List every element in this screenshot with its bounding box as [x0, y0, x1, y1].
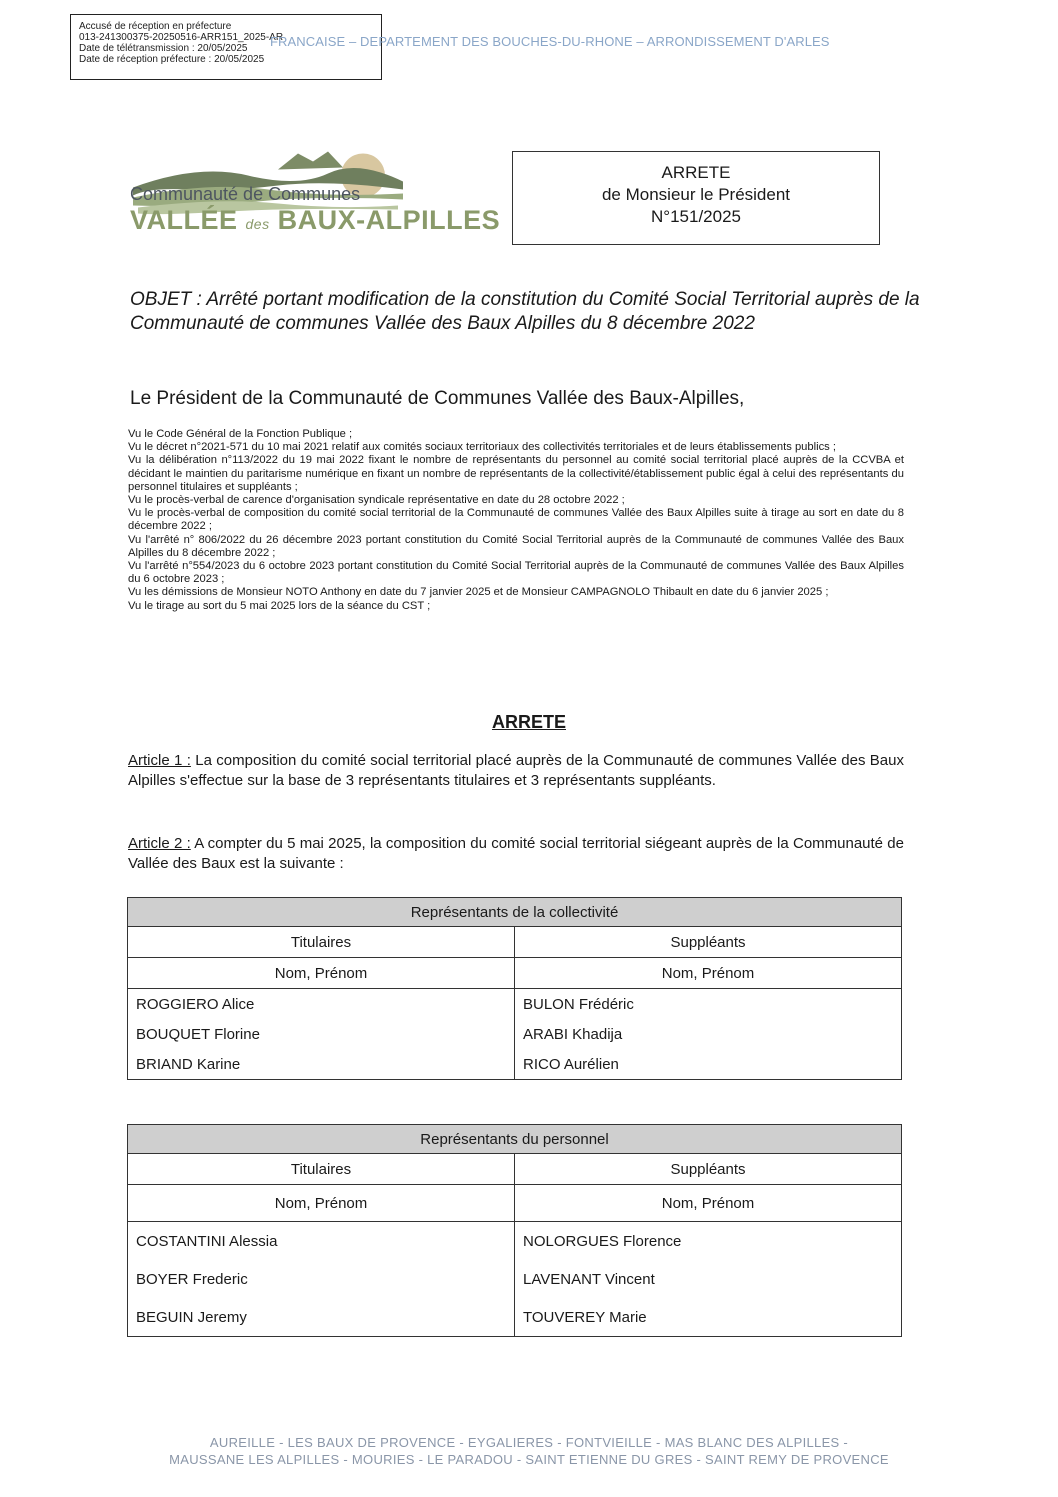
arrete-number-box	[512, 151, 880, 245]
article-2	[128, 834, 904, 874]
table-cell: RICO Aurélien	[515, 1049, 902, 1080]
logo-word-des: des	[245, 216, 270, 232]
arrete-box-title: ARRETE	[661, 163, 731, 182]
objet-heading: OBJET : Arrêté portant modification de la constitution du Comité Social Territorial auprès de la Communauté de communes Vallée des Baux Alpilles du 8 décembre 2022	[130, 289, 920, 334]
logo-word-baux: BAUX-ALPILLES	[269, 205, 501, 235]
table-cell: ROGGIERO Alice	[128, 989, 515, 1020]
table-cell: TOUVEREY Marie	[515, 1298, 902, 1337]
table-cell: BOYER Frederic	[128, 1260, 515, 1298]
arrete-box-number: N°151/2025	[651, 207, 741, 226]
column-header-titulaires: Titulaires	[128, 927, 515, 958]
table-cell: COSTANTINI Alessia	[128, 1222, 515, 1261]
vu-item: Vu le décret n°2021-571 du 10 mai 2021 relatif aux comités sociaux territoriaux des collectivités territoriales et de leurs établissements publics ;	[128, 441, 836, 454]
footer-line: AUREILLE - LES BAUX DE PROVENCE - EYGALIERES - FONTVIEILLE - MAS BLANC DES ALPILLES -	[209, 1435, 849, 1450]
table-cell: LAVENANT Vincent	[515, 1260, 902, 1298]
vu-list	[128, 428, 904, 613]
vu-item: Vu l'arrêté n° 806/2022 du 26 décembre 2023 portant constitution du Comité Social Territorial auprès de la Communauté de communes Vallée des Baux Alpilles du 8 décembre 2022 ;	[128, 533, 904, 559]
sub-header: Nom, Prénom	[515, 958, 902, 989]
table-title: Représentants du personnel	[128, 1125, 902, 1154]
vu-item: Vu le procès-verbal de composition du comité social territorial de la Communauté de communes Vallée des Baux Alpilles suite à tirage au sort en date du 8 décembre 2022 ;	[128, 507, 904, 533]
vu-item: Vu le Code Général de la Fonction Publique ;	[128, 428, 353, 440]
vu-item: Vu la délibération n°113/2022 du 19 mai 2022 fixant le nombre de représentants du personnel au comité social territorial placé auprès de la CCVBA et décidant le maintien du paritarisme numérique en fixant un nombre de représentants de la collectivité/établissement public égal à celui des représentants du personnel titulaires et suppléants ;	[128, 454, 904, 493]
sub-header: Nom, Prénom	[515, 1185, 902, 1222]
table-cell: NOLORGUES Florence	[515, 1222, 902, 1261]
table-cell: BULON Frédéric	[515, 989, 902, 1020]
article-1-label: Article 1 :	[128, 752, 191, 769]
top-header: FRANCAISE – DEPARTEMENT DES BOUCHES-DU-RHONE – ARRONDISSEMENT D'ARLES	[270, 34, 830, 49]
footer-line: MAUSSANE LES ALPILLES - MOURIES - LE PARADOU - SAINT ETIENNE DU GRES - SAINT REMY DE PROVENCE	[169, 1452, 889, 1467]
article-2-label: Article 2 :	[128, 835, 191, 852]
stamp-line: Date de réception préfecture : 20/05/2025	[79, 54, 265, 65]
logo-word-vallee: VALLÉE	[130, 205, 246, 235]
table-cell: BRIAND Karine	[128, 1049, 515, 1080]
article-2-text: A compter du 5 mai 2025, la composition du comité social territorial siégeant auprès de la Communauté de Vallée des Baux est la suivante :	[128, 835, 904, 872]
arrete-box-subtitle: de Monsieur le Président	[601, 185, 791, 204]
president-line: Le Président de la Communauté de Communes Vallée des Baux-Alpilles,	[130, 388, 745, 409]
column-header-suppleants: Suppléants	[515, 1154, 902, 1185]
table-personnel	[127, 1124, 902, 1337]
vu-item: Vu l'arrêté n°554/2023 du 6 octobre 2023 portant constitution du Comité Social Territorial auprès de la Communauté de communes Vallée des Baux Alpilles du 6 octobre 2023 ;	[128, 560, 904, 586]
stamp-line: 013-241300375-20250516-ARR151_2025-AR	[79, 32, 284, 43]
sub-header: Nom, Prénom	[128, 958, 515, 989]
logo-text-line2	[130, 205, 500, 236]
table-cell: BOUQUET Florine	[128, 1019, 515, 1049]
table-cell: BEGUIN Jeremy	[128, 1298, 515, 1337]
sub-header: Nom, Prénom	[128, 1185, 515, 1222]
footer-communes	[0, 1434, 1058, 1468]
arrete-title: ARRETE	[491, 712, 566, 732]
table-collectivite	[127, 897, 902, 1080]
stamp-line: Accusé de réception en préfecture	[79, 21, 232, 32]
vu-item: Vu le procès-verbal de carence d'organisation syndicale représentative en date du 28 octobre 2022 ;	[128, 494, 625, 507]
article-1	[128, 751, 904, 791]
stamp-line: Date de télétransmission : 20/05/2025	[79, 43, 248, 54]
column-header-suppleants: Suppléants	[515, 927, 902, 958]
vu-item: Vu le tirage au sort du 5 mai 2025 lors de la séance du CST ;	[128, 599, 431, 612]
article-1-text: La composition du comité social territorial placé auprès de la Communauté de communes Vallée des Baux Alpilles s'effectue sur la base de 3 représentants titulaires et 3 représentants suppléants.	[128, 752, 904, 789]
column-header-titulaires: Titulaires	[128, 1154, 515, 1185]
logo-text-line1: Communauté de Communes	[130, 184, 361, 204]
table-title: Représentants de la collectivité	[128, 898, 902, 927]
table-cell: ARABI Khadija	[515, 1019, 902, 1049]
vu-item: Vu les démissions de Monsieur NOTO Anthony en date du 7 janvier 2025 et de Monsieur CAMPAGNOLO Thibault en date du 6 janvier 2025 ;	[128, 586, 829, 599]
